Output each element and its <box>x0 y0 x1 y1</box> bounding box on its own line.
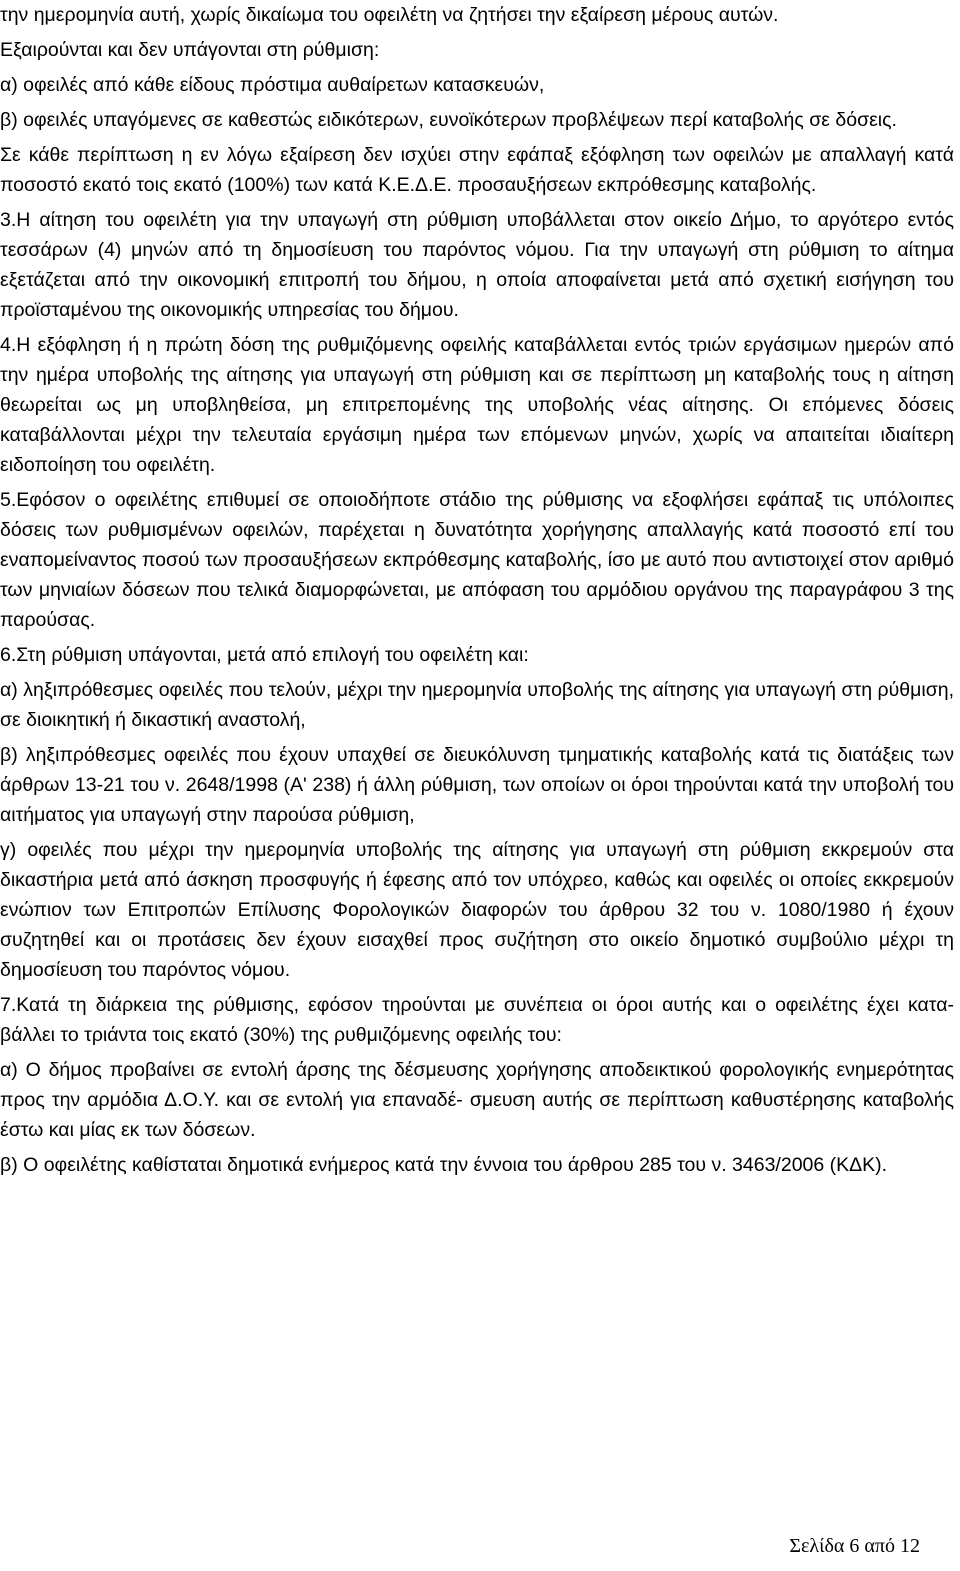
paragraph-section-7: 7.Κατά τη διάρκεια της ρύθμισης, εφόσον τηρούνται με συνέπεια οι όροι αυτής και ο οφειλέτης έχει κατα- βάλλει το τριάντα τοις εκατό (30%) της ρυθμιζόμενης οφειλής του: <box>0 994 954 1046</box>
paragraph-exclusion-b: β) οφειλές υπαγόμενες σε καθεστώς ειδικότερων, ευνοϊκότερων προβλέψεων περί καταβολής σε δόσεις. <box>0 109 897 131</box>
paragraph-section-3: 3.Η αίτηση του οφειλέτη για την υπαγωγή στη ρύθμιση υποβάλλεται στον οικείο Δήμο, το αργότερο εντός τεσσάρων (4) μηνών από τη δημοσίευση του παρόντος νόμου. Για την υπαγωγή στη ρύθμιση το αίτημα εξετάζεται από την οικονομική επιτροπή του δήμου, η οποία αποφαίνεται μετά από σχετική εισήγηση του προϊσταμένου της οικονομικής υπηρεσίας του δήμου. <box>0 209 954 321</box>
paragraph-section-6-b: β) ληξιπρόθεσμες οφειλές που έχουν υπαχθεί σε διευκόλυνση τμηματικής καταβολής κατά τις διατάξεις των άρθρων 13-21 του ν. 2648/1998 (Α' 238) ή άλλη ρύθμιση, των οποίων οι όροι τηρούνται κατά την υποβολή του αιτήματος για υπαγωγή στην παρούσα ρύθμιση, <box>0 744 954 826</box>
paragraph-section-5: 5.Εφόσον ο οφειλέτης επιθυμεί σε οποιοδήποτε στάδιο της ρύθμισης να εξοφλήσει εφάπαξ τις υπόλοιπες δόσεις των ρυθμισμένων οφειλών, παρέχεται η δυνατότητα χορήγησης απαλλαγής κατά ποσοστό επί του εναπομείναντος ποσού των προσαυξήσεων εκπρόθεσμης καταβολής, ίσο με αυτό που αντιστοιχεί στον αριθμό των μηνιαίων δόσεων που τελικά διαμορφώνεται, με απόφαση του αρμόδιου οργάνου της παραγράφου 3 της παρούσας. <box>0 489 954 631</box>
paragraph-section-7-b: β) Ο οφειλέτης καθίσταται δημοτικά ενήμερος κατά την έννοια του άρθρου 285 του ν. 3463/2006 (ΚΔΚ). <box>0 1154 888 1176</box>
paragraph-section-6-c: γ) οφειλές που μέχρι την ημερομηνία υποβολής της αίτησης για υπαγωγή στη ρύθμιση εκκρεμούν στα δικαστήρια μετά από άσκηση προσφυγής ή έφεσης από τον υπόχρεο, καθώς και οφειλές οι οποίες εκκρεμούν ενώπιον των Επιτροπών Επίλυσης Φορολογικών διαφορών του άρθρου 32 του ν. 1080/1980 ή έχουν συζητηθεί και οι προτάσεις δεν έχουν εισαχθεί προς συζήτηση στο οικείο δημοτικό συμβούλιο μέχρι τη δημοσίευση του παρόντος νόμου. <box>0 839 954 981</box>
paragraph-exclusions-intro: Εξαιρούνται και δεν υπάγονται στη ρύθμιση: <box>0 39 380 61</box>
paragraph-section-7-a: α) Ο δήμος προβαίνει σε εντολή άρσης της δέσμευσης χορήγησης αποδεικτικού φορολογικής ενημερότητας προς την αρμόδια Δ.Ο.Υ. και σε εντολή για επαναδέ- σμευση αυτής σε περίπτωση καθυστέρησης καταβολής έστω και μίας εκ των δόσεων. <box>0 1059 954 1141</box>
paragraph-exclusion-continuation: την ημερομηνία αυτή, χωρίς δικαίωμα του οφειλέτη να ζητήσει την εξαίρεση μέρους αυτών. <box>0 4 779 26</box>
paragraph-section-6: 6.Στη ρύθμιση υπάγονται, μετά από επιλογή του οφειλέτη και: <box>0 644 529 666</box>
paragraph-section-6-a: α) ληξιπρόθεσμες οφειλές που τελούν, μέχρι την ημερομηνία υποβολής της αίτησης για υπαγωγή στη ρύθμιση, σε διοικητική ή δικαστική αναστολή, <box>0 679 954 731</box>
paragraph-exclusion-note: Σε κάθε περίπτωση η εν λόγω εξαίρεση δεν ισχύει στην εφάπαξ εξόφληση των οφειλών με απαλλαγή κατά ποσοστό εκατό τοις εκατό (100%) των κατά Κ.Ε.Δ.Ε. προσαυξήσεων εκπρόθεσμης καταβολής. <box>0 144 954 196</box>
page-number: Σελίδα 6 από 12 <box>789 1535 920 1557</box>
paragraph-exclusion-a: α) οφειλές από κάθε είδους πρόστιμα αυθαίρετων κατασκευών, <box>0 74 545 96</box>
paragraph-section-4: 4.Η εξόφληση ή η πρώτη δόση της ρυθμιζόμενης οφειλής καταβάλλεται εντός τριών εργάσιμων ημερών από την ημέρα υποβολής της αίτησης για υπαγωγή στη ρύθμιση και σε περίπτωση μη καταβολής τους η αίτηση θεωρείται ως μη υποβληθείσα, μη επιτρεπομένης της υποβολής νέας αίτησης. Οι επόμενες δόσεις καταβάλλονται μέχρι την τελευταία εργάσιμη ημέρα των επόμενων μηνών, χωρίς να απαιτείται ιδιαίτερη ειδοποίηση του οφειλέτη. <box>0 334 954 476</box>
